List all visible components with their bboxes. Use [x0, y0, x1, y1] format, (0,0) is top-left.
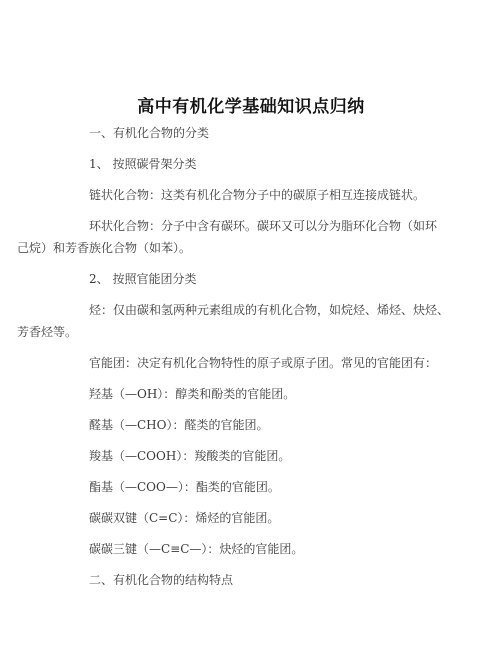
list-item-double-bond: 碳碳双键（C=C）：烯烃的官能团。 — [89, 511, 280, 525]
paragraph-ring-compounds-line2: 己烷）和芳香族化合物（如苯）。 — [17, 241, 192, 255]
list-item-triple-bond: 碳碳三键（—C≡C—）：炔烃的官能团。 — [89, 542, 304, 556]
section-heading-structure: 二、有机化合物的结构特点 — [89, 573, 234, 587]
paragraph-functional-groups: 官能团：决定有机化合物特性的原子或原子团。常见的官能团有： — [89, 356, 438, 370]
list-item-aldehyde: 醛基（—CHO）：醛类的官能团。 — [89, 418, 269, 432]
list-item-ester: 酯基（—COO—）：酯类的官能团。 — [89, 480, 280, 494]
subsection-heading-functional-group: 2、 按照官能团分类 — [89, 272, 197, 286]
paragraph-hydrocarbons-line2: 芳香烃等。 — [17, 325, 78, 339]
list-item-carboxyl: 羧基（—COOH）：羧酸类的官能团。 — [89, 449, 291, 463]
page-title: 高中有机化学基础知识点归纳 — [137, 97, 365, 117]
subsection-heading-carbon-skeleton: 1、 按照碳骨架分类 — [89, 157, 197, 171]
section-heading-classification: 一、有机化合物的分类 — [89, 126, 210, 140]
list-item-hydroxyl: 羟基（—OH）：醇类和酚类的官能团。 — [89, 387, 296, 401]
paragraph-chain-compounds: 链状化合物：这类有机化合物分子中的碳原子相互连接成链状。 — [89, 188, 426, 202]
paragraph-hydrocarbons-line1: 烃：仅由碳和氢两种元素组成的有机化合物，如烷烃、烯烃、炔烃、 — [89, 303, 450, 317]
paragraph-ring-compounds-line1: 环状化合物：分子中含有碳环。碳环又可以分为脂环化合物（如环 — [89, 219, 438, 233]
